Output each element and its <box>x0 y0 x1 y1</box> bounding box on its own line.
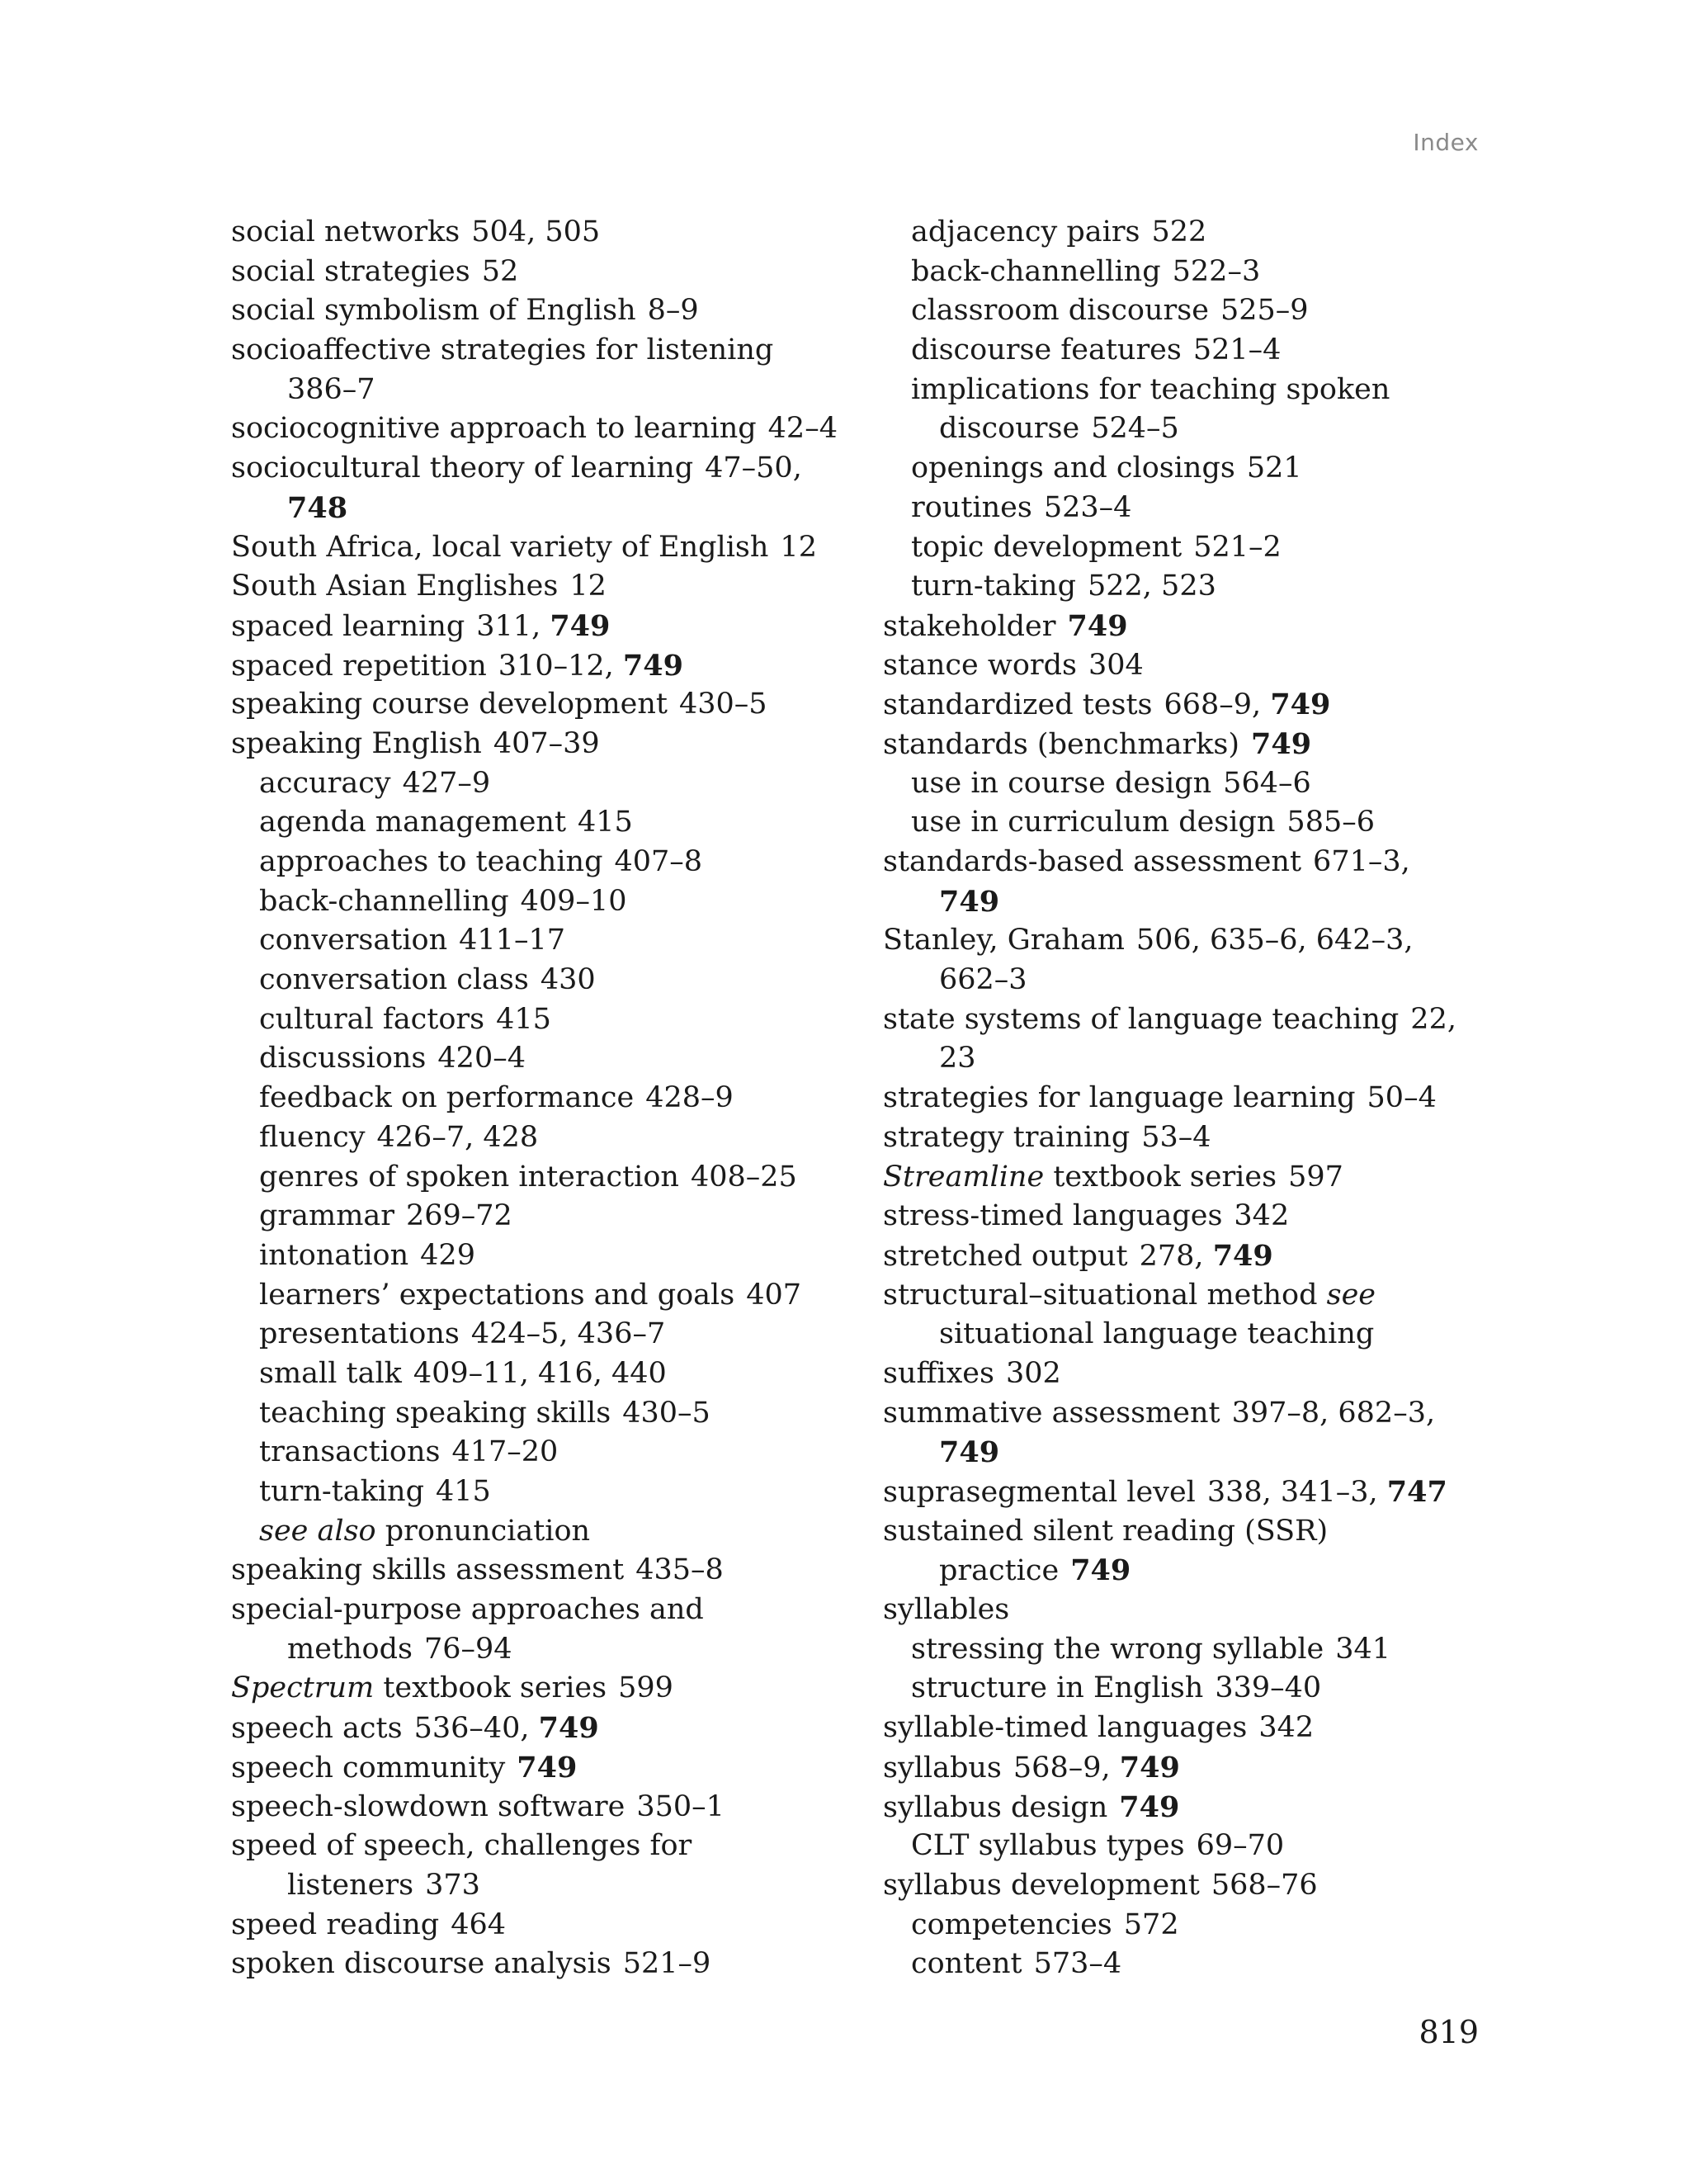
index-entry <box>231 1354 838 1394</box>
index-page-refs: 524–5 <box>1091 412 1179 446</box>
index-term: methods <box>287 1632 413 1666</box>
index-term: see <box>1326 1278 1376 1312</box>
index-page-refs: 8–9 <box>647 294 699 328</box>
index-term: learners’ expectations and goals <box>259 1278 735 1312</box>
index-glossary-ref: 748 <box>287 490 348 525</box>
index-term: back-channelling <box>911 254 1161 288</box>
index-term: Stanley, Graham <box>883 924 1125 957</box>
index-entry <box>231 1000 838 1040</box>
index-page-refs: 536–40, <box>413 1712 539 1746</box>
index-term: sociocognitive approach to learning <box>231 412 757 446</box>
index-page-refs: 521–4 <box>1192 333 1282 367</box>
index-glossary-ref: 749 <box>1119 1789 1180 1824</box>
index-term: genres of spoken interaction <box>259 1160 679 1194</box>
index-page-refs: 568–9, <box>1013 1751 1120 1785</box>
index-term: standards-based assessment <box>883 845 1302 878</box>
index-page-refs: 415 <box>436 1475 491 1508</box>
index-term: classroom discourse <box>911 294 1209 328</box>
index-term: syllabus <box>883 1751 1002 1785</box>
index-page-refs: 522–3 <box>1172 254 1261 288</box>
index-entry <box>231 1551 838 1591</box>
index-term: speaking course development <box>231 688 668 721</box>
index-glossary-ref: 749 <box>1270 688 1331 722</box>
index-page-refs: 407–8 <box>614 845 703 878</box>
index-term: Streamline <box>883 1160 1045 1194</box>
index-entry <box>883 409 1456 449</box>
index-page-refs: 22, <box>1410 1002 1456 1036</box>
index-page-refs: 599 <box>618 1671 673 1705</box>
index-term: social strategies <box>231 254 470 288</box>
index-entry <box>883 1236 1456 1276</box>
index-column-right <box>883 213 1456 1984</box>
index-entry <box>231 607 838 646</box>
index-term: Spectrum <box>231 1671 375 1705</box>
index-page-refs: 12 <box>780 530 817 564</box>
index-term: turn-taking <box>259 1475 424 1508</box>
index-entry <box>883 1433 1456 1473</box>
index-entry <box>883 1158 1456 1198</box>
index-term: South Africa, local variety of English <box>231 530 769 564</box>
index-entry <box>231 882 838 922</box>
index-term: standardized tests <box>883 688 1153 722</box>
index-term: social symbolism of English <box>231 294 636 328</box>
index-term: suprasegmental level <box>883 1476 1196 1509</box>
index-entry <box>883 213 1456 253</box>
index-glossary-ref: 749 <box>550 608 611 643</box>
index-glossary-ref: 749 <box>1067 608 1128 643</box>
index-page-refs: 76–94 <box>423 1632 512 1666</box>
index-page-refs: 572 <box>1123 1907 1179 1941</box>
index-entry <box>231 921 838 961</box>
index-entry <box>231 1473 838 1512</box>
index-entry <box>231 1630 838 1670</box>
index-term: structure in English <box>911 1671 1204 1705</box>
index-term: cultural factors <box>259 1002 485 1036</box>
index-term: routines <box>911 490 1032 524</box>
index-entry <box>883 1748 1456 1788</box>
index-term: use in curriculum design <box>911 806 1276 839</box>
index-term: discourse <box>939 412 1080 446</box>
index-term: textbook series <box>374 1671 607 1705</box>
index-term: sociocultural theory of learning <box>231 451 694 485</box>
index-page-refs: 504, 505 <box>471 215 601 248</box>
index-term: speech community <box>231 1751 506 1785</box>
index-term: syllable-timed languages <box>883 1711 1248 1745</box>
index-term: adjacency pairs <box>911 215 1140 248</box>
index-term: discourse features <box>911 333 1182 367</box>
index-term: transactions <box>259 1435 441 1469</box>
index-entry <box>231 253 838 292</box>
index-term: agenda management <box>259 806 567 839</box>
index-entry <box>883 1197 1456 1236</box>
index-glossary-ref: 749 <box>1251 726 1312 761</box>
index-entry <box>883 646 1456 686</box>
index-entry <box>231 1866 838 1906</box>
index-page-refs: 311, <box>476 609 550 643</box>
index-page-refs: 415 <box>496 1002 551 1036</box>
index-term: intonation <box>259 1238 409 1272</box>
index-page-refs: 269–72 <box>405 1199 512 1233</box>
index-entry <box>883 1039 1456 1079</box>
index-entry <box>883 253 1456 292</box>
index-entry <box>883 1079 1456 1118</box>
index-glossary-ref: 749 <box>1070 1553 1131 1588</box>
index-page-refs: 50–4 <box>1367 1081 1437 1115</box>
index-page-refs: 407 <box>746 1278 802 1312</box>
index-glossary-ref: 747 <box>1386 1475 1447 1509</box>
index-page-refs: 304 <box>1088 648 1144 682</box>
index-glossary-ref: 749 <box>1119 1750 1180 1785</box>
index-entry <box>883 1473 1456 1512</box>
index-term: spaced learning <box>231 609 465 643</box>
index-entry <box>883 1630 1456 1670</box>
index-page-refs: 310–12, <box>498 649 623 683</box>
index-glossary-ref: 749 <box>622 648 683 683</box>
index-entry <box>883 1394 1456 1434</box>
index-entry <box>231 1236 838 1276</box>
index-entry <box>231 1118 838 1158</box>
index-term: use in course design <box>911 766 1212 800</box>
index-entry <box>883 725 1456 764</box>
index-page-refs: 668–9, <box>1164 688 1271 722</box>
index-entry <box>231 843 838 882</box>
index-page-refs: 522, 523 <box>1088 570 1216 603</box>
index-entry <box>883 607 1456 646</box>
index-page-refs: 411–17 <box>459 924 565 957</box>
index-page-refs: 430–5 <box>622 1396 710 1430</box>
index-term: speaking English <box>231 726 482 760</box>
index-entry <box>231 1945 838 1984</box>
index-page-refs: 47–50, <box>705 451 802 485</box>
index-glossary-ref: 749 <box>517 1750 578 1785</box>
index-entry <box>883 961 1456 1000</box>
index-entry <box>883 528 1456 568</box>
page-number: 819 <box>1419 2014 1479 2050</box>
index-term: competencies <box>911 1907 1112 1941</box>
index-term: feedback on performance <box>259 1081 635 1115</box>
index-term: small talk <box>259 1356 402 1390</box>
index-term: turn-taking <box>911 570 1076 603</box>
index-page-refs: 464 <box>451 1907 506 1941</box>
index-term: stressing the wrong syllable <box>911 1632 1324 1666</box>
index-entry <box>883 921 1456 961</box>
index-entry <box>883 1945 1456 1984</box>
index-term: presentations <box>259 1317 460 1351</box>
index-entry <box>883 1906 1456 1945</box>
index-entry <box>883 489 1456 528</box>
index-page-refs: 585–6 <box>1286 806 1375 839</box>
index-entry <box>883 1709 1456 1748</box>
index-page-refs: 525–9 <box>1220 294 1309 328</box>
index-page-refs: 42–4 <box>767 412 838 446</box>
index-page-refs: 69–70 <box>1196 1829 1285 1863</box>
index-page-refs: 342 <box>1258 1711 1315 1745</box>
index-page-refs: 521–9 <box>622 1947 711 1981</box>
index-page-refs: 522 <box>1151 215 1207 248</box>
index-entry <box>883 1354 1456 1394</box>
index-entry <box>883 1000 1456 1040</box>
index-entry <box>231 646 838 686</box>
index-page-refs: 523–4 <box>1043 490 1132 524</box>
index-entry <box>231 371 838 410</box>
index-term: spaced repetition <box>231 649 487 683</box>
index-entry <box>883 764 1456 804</box>
index-entry <box>231 685 838 725</box>
index-page-refs: 429 <box>420 1238 475 1272</box>
index-page-refs: 426–7, 428 <box>376 1120 539 1154</box>
index-entry <box>883 1827 1456 1866</box>
index-term: structural–situational method <box>883 1278 1327 1312</box>
index-entry <box>231 1315 838 1354</box>
index-page-refs: 12 <box>569 570 607 603</box>
index-term: 386–7 <box>287 372 375 406</box>
index-term: 23 <box>939 1042 976 1075</box>
index-page-refs: 428–9 <box>645 1081 734 1115</box>
index-term: topic development <box>911 530 1183 564</box>
index-entry <box>231 1158 838 1198</box>
index-entry <box>883 371 1456 410</box>
index-term: pronunciation <box>375 1514 591 1548</box>
index-page-refs: 427–9 <box>402 766 491 800</box>
index-entry <box>883 1551 1456 1591</box>
index-term: listeners <box>287 1868 414 1902</box>
index-entry <box>231 1079 838 1118</box>
index-term: textbook series <box>1044 1160 1277 1194</box>
index-page-refs: 506, 635–6, 642–3, <box>1135 924 1414 957</box>
index-term: speed reading <box>231 1907 440 1941</box>
index-term: South Asian Englishes <box>231 570 559 603</box>
index-page-refs: 597 <box>1288 1160 1343 1194</box>
index-entry <box>883 1669 1456 1709</box>
index-entry <box>231 1591 838 1630</box>
index-page-refs: 420–4 <box>437 1042 526 1075</box>
index-page-refs: 373 <box>425 1868 480 1902</box>
index-page-refs: 430 <box>540 963 596 997</box>
index-page-refs: 341 <box>1335 1632 1391 1666</box>
index-entry <box>883 567 1456 607</box>
index-entry <box>231 1669 838 1709</box>
index-term: back-channelling <box>259 884 509 918</box>
index-page-refs: 52 <box>481 254 519 288</box>
index-term: speech acts <box>231 1712 403 1746</box>
index-entry <box>883 1276 1456 1316</box>
index-page-refs: 409–10 <box>520 884 627 918</box>
index-entry <box>231 725 838 764</box>
index-page-refs: 521–2 <box>1193 530 1282 564</box>
index-term: stress-timed languages <box>883 1199 1223 1233</box>
index-entry <box>231 1748 838 1788</box>
index-page-refs: 53–4 <box>1141 1120 1211 1154</box>
index-term: implications for teaching spoken <box>911 372 1390 406</box>
index-term: stakeholder <box>883 609 1056 643</box>
index-term: conversation class <box>259 963 529 997</box>
index-page-refs: 339–40 <box>1215 1671 1322 1705</box>
index-glossary-ref: 749 <box>538 1711 599 1746</box>
index-term: teaching speaking skills <box>259 1396 611 1430</box>
index-entry <box>883 803 1456 843</box>
index-term: openings and closings <box>911 451 1235 485</box>
index-entry <box>231 1709 838 1748</box>
index-term: conversation <box>259 924 448 957</box>
index-entry <box>231 331 838 371</box>
index-term: syllabus design <box>883 1790 1108 1824</box>
index-entry <box>231 1197 838 1236</box>
index-entry <box>231 291 838 331</box>
index-page-refs: 278, <box>1139 1239 1213 1273</box>
index-term: syllabus development <box>883 1868 1200 1902</box>
index-term: suffixes <box>883 1356 994 1390</box>
index-page-refs: 417–20 <box>451 1435 559 1469</box>
index-entry <box>231 1512 838 1552</box>
index-term: speaking skills assessment <box>231 1553 625 1587</box>
index-entry <box>883 843 1456 882</box>
index-column-left <box>231 213 838 1984</box>
index-term: standards (benchmarks) <box>883 727 1239 761</box>
index-term: state systems of language teaching <box>883 1002 1400 1036</box>
index-entry <box>231 489 838 528</box>
index-entry <box>231 528 838 568</box>
index-term: special-purpose approaches and <box>231 1593 704 1627</box>
index-entry <box>231 1039 838 1079</box>
index-entry <box>231 449 838 489</box>
index-term: content <box>911 1947 1022 1981</box>
index-term: social networks <box>231 215 460 248</box>
index-entry <box>231 1827 838 1866</box>
index-page-refs: 671–3, <box>1313 845 1410 878</box>
index-page-refs: 564–6 <box>1223 766 1311 800</box>
running-head: Index <box>1413 129 1479 156</box>
index-entry <box>883 449 1456 489</box>
index-term: spoken discourse analysis <box>231 1947 611 1981</box>
index-entry <box>231 1394 838 1434</box>
index-page-refs: 415 <box>578 806 633 839</box>
index-glossary-ref: 749 <box>939 1435 1000 1470</box>
index-term: situational language teaching <box>939 1317 1375 1351</box>
index-entry <box>231 213 838 253</box>
index-term: summative assessment <box>883 1396 1220 1430</box>
index-term: stretched output <box>883 1239 1128 1273</box>
index-page-refs: 568–76 <box>1211 1868 1318 1902</box>
index-glossary-ref: 749 <box>1212 1238 1273 1273</box>
index-entry <box>883 1315 1456 1354</box>
index-page-refs: 302 <box>1005 1356 1061 1390</box>
index-entry <box>231 803 838 843</box>
index-page-refs: 342 <box>1234 1199 1290 1233</box>
index-entry <box>883 291 1456 331</box>
index-page-refs: 407–39 <box>493 726 600 760</box>
index-term: accuracy <box>259 766 391 800</box>
index-entry <box>231 961 838 1000</box>
index-page-refs: 397–8, 682–3, <box>1231 1396 1436 1430</box>
index-term: practice <box>939 1554 1060 1588</box>
index-term: strategy training <box>883 1120 1131 1154</box>
index-entry <box>231 1276 838 1316</box>
index-entry <box>231 1906 838 1945</box>
index-term: socioaffective strategies for listening <box>231 333 774 367</box>
index-term: approaches to teaching <box>259 845 603 878</box>
index-page-refs: 573–4 <box>1033 1947 1122 1981</box>
index-term: see also <box>259 1514 376 1548</box>
index-term: CLT syllabus types <box>911 1829 1185 1863</box>
index-entry <box>883 882 1456 922</box>
index-term: 662–3 <box>939 963 1027 997</box>
index-entry <box>231 1433 838 1473</box>
index-page-refs: 350–1 <box>636 1789 725 1823</box>
index-term: speech-slowdown software <box>231 1789 625 1823</box>
index-entry <box>231 764 838 804</box>
index-page-refs: 408–25 <box>690 1160 797 1194</box>
index-entry <box>883 1866 1456 1906</box>
index-entry <box>231 409 838 449</box>
index-entry <box>883 331 1456 371</box>
index-entry <box>883 1591 1456 1630</box>
index-entry <box>231 567 838 607</box>
index-entry <box>883 1512 1456 1552</box>
index-entry <box>231 1788 838 1827</box>
index-term: strategies for language learning <box>883 1081 1356 1115</box>
index-term: discussions <box>259 1042 427 1075</box>
index-page-refs: 435–8 <box>635 1553 724 1587</box>
index-term: sustained silent reading (SSR) <box>883 1514 1329 1548</box>
index-glossary-ref: 749 <box>939 884 1000 919</box>
index-term: fluency <box>259 1120 366 1154</box>
index-page-refs: 338, 341–3, <box>1206 1476 1387 1509</box>
index-entry <box>883 1118 1456 1158</box>
index-entry <box>883 1788 1456 1827</box>
index-entry <box>883 685 1456 725</box>
index-term: speed of speech, challenges for <box>231 1829 692 1863</box>
index-page-refs: 409–11, 416, 440 <box>413 1356 667 1390</box>
index-term: grammar <box>259 1199 394 1233</box>
index-term: stance words <box>883 648 1078 682</box>
index-term: syllables <box>883 1593 1010 1627</box>
index-page-refs: 424–5, 436–7 <box>470 1317 666 1351</box>
index-page-refs: 430–5 <box>678 688 767 721</box>
index-page-refs: 521 <box>1246 451 1302 485</box>
